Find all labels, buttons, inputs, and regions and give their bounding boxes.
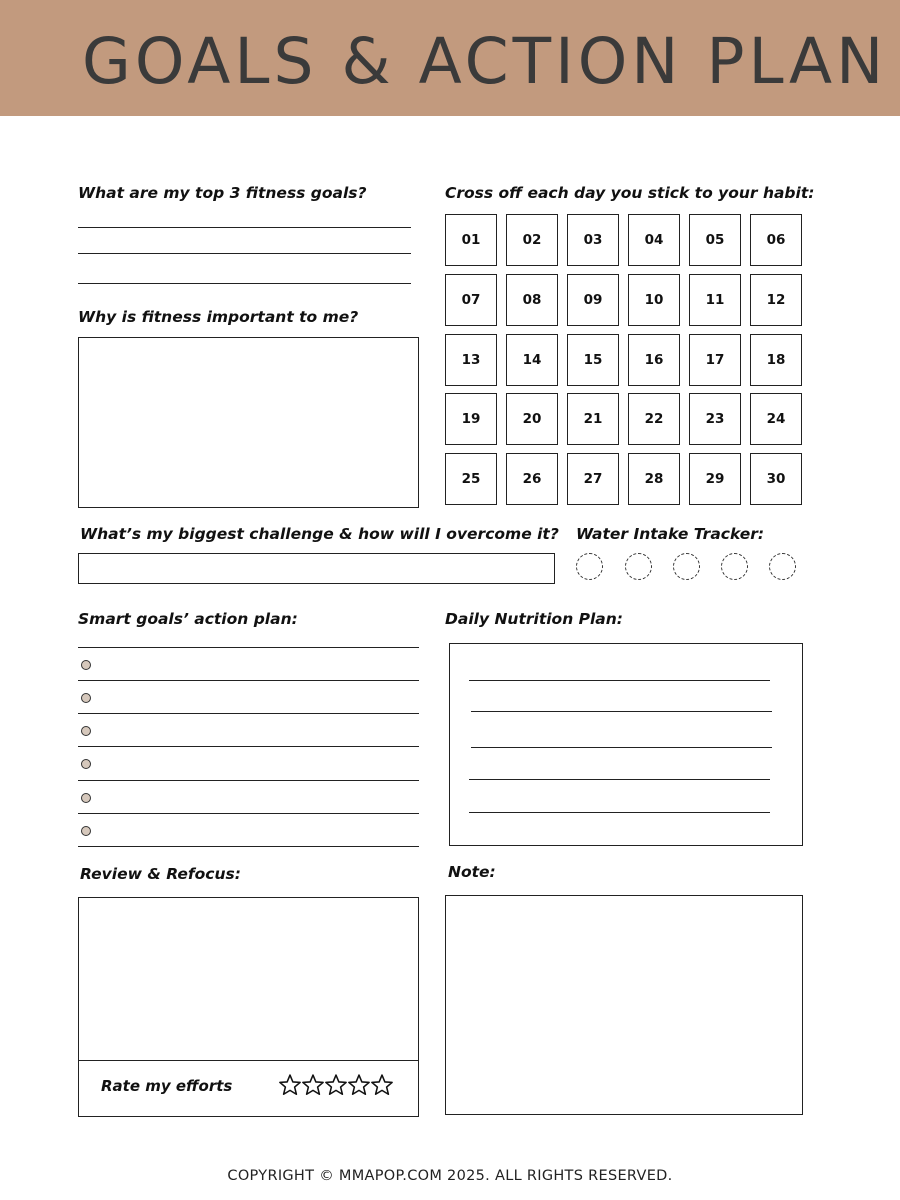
smart-goal-item[interactable] — [78, 649, 419, 679]
habit-tracker-label: Cross off each day you stick to your habit: — [445, 184, 815, 202]
habit-day-box[interactable]: 28 — [628, 453, 680, 505]
water-circle[interactable] — [576, 553, 603, 580]
water-circle[interactable] — [721, 553, 748, 580]
bullet-dot-icon — [81, 826, 91, 836]
review-divider — [78, 1060, 419, 1061]
habit-day-box[interactable]: 29 — [689, 453, 741, 505]
nutrition-line[interactable] — [471, 747, 772, 748]
smart-goal-line — [78, 647, 419, 648]
goal-line[interactable] — [78, 227, 411, 228]
smart-goal-item[interactable] — [78, 815, 419, 845]
habit-day-box[interactable]: 04 — [628, 214, 680, 266]
habit-day-box[interactable]: 25 — [445, 453, 497, 505]
water-circle[interactable] — [769, 553, 796, 580]
habit-day-box[interactable]: 01 — [445, 214, 497, 266]
bullet-dot-icon — [81, 793, 91, 803]
challenge-label: What’s my biggest challenge & how will I overcome it? — [80, 525, 559, 543]
habit-day-box[interactable]: 15 — [567, 334, 619, 386]
habit-day-box[interactable]: 07 — [445, 274, 497, 326]
habit-day-box[interactable]: 18 — [750, 334, 802, 386]
smart-goal-line — [78, 846, 419, 847]
habit-day-box[interactable]: 22 — [628, 393, 680, 445]
smart-goal-item[interactable] — [78, 715, 419, 745]
smart-goal-item[interactable] — [78, 682, 419, 712]
goal-line[interactable] — [78, 253, 411, 254]
habit-day-box[interactable]: 06 — [750, 214, 802, 266]
page-title: GOALS & ACTION PLAN — [82, 25, 888, 98]
nutrition-line[interactable] — [469, 812, 770, 813]
rate-efforts-label: Rate my efforts — [101, 1077, 233, 1095]
nutrition-line[interactable] — [471, 711, 772, 712]
habit-day-box[interactable]: 05 — [689, 214, 741, 266]
habit-day-box[interactable]: 02 — [506, 214, 558, 266]
why-fitness-box[interactable] — [78, 337, 419, 508]
smart-goals-label: Smart goals’ action plan: — [78, 610, 298, 628]
habit-day-box[interactable]: 23 — [689, 393, 741, 445]
habit-day-box[interactable]: 14 — [506, 334, 558, 386]
habit-day-box[interactable]: 03 — [567, 214, 619, 266]
copyright-footer: COPYRIGHT © MMAPOP.COM 2025. ALL RIGHTS RESERVED. — [227, 1168, 673, 1184]
habit-day-box[interactable]: 24 — [750, 393, 802, 445]
habit-day-box[interactable]: 09 — [567, 274, 619, 326]
star-icon[interactable] — [279, 1074, 301, 1096]
bullet-dot-icon — [81, 759, 91, 769]
water-circle[interactable] — [625, 553, 652, 580]
top-goals-label: What are my top 3 fitness goals? — [78, 184, 367, 202]
bullet-dot-icon — [81, 660, 91, 670]
nutrition-line[interactable] — [469, 680, 770, 681]
goal-line[interactable] — [78, 283, 411, 284]
habit-day-box[interactable]: 26 — [506, 453, 558, 505]
nutrition-line[interactable] — [469, 779, 770, 780]
note-box[interactable] — [445, 895, 803, 1115]
habit-day-box[interactable]: 10 — [628, 274, 680, 326]
smart-goal-line — [78, 746, 419, 747]
habit-day-box[interactable]: 30 — [750, 453, 802, 505]
star-icon[interactable] — [325, 1074, 347, 1096]
nutrition-box[interactable] — [449, 643, 803, 846]
habit-day-box[interactable]: 20 — [506, 393, 558, 445]
smart-goal-line — [78, 780, 419, 781]
smart-goal-line — [78, 713, 419, 714]
habit-day-box[interactable]: 17 — [689, 334, 741, 386]
habit-day-box[interactable]: 08 — [506, 274, 558, 326]
nutrition-label: Daily Nutrition Plan: — [445, 610, 623, 628]
bullet-dot-icon — [81, 726, 91, 736]
why-fitness-label: Why is fitness important to me? — [78, 308, 359, 326]
habit-day-box[interactable]: 21 — [567, 393, 619, 445]
star-icon[interactable] — [302, 1074, 324, 1096]
habit-day-box[interactable]: 13 — [445, 334, 497, 386]
bullet-dot-icon — [81, 693, 91, 703]
smart-goal-item[interactable] — [78, 748, 419, 779]
star-icon[interactable] — [371, 1074, 393, 1096]
habit-day-box[interactable]: 19 — [445, 393, 497, 445]
review-label: Review & Refocus: — [80, 865, 241, 883]
habit-day-box[interactable]: 12 — [750, 274, 802, 326]
smart-goal-item[interactable] — [78, 782, 419, 812]
challenge-input[interactable] — [78, 553, 555, 584]
smart-goal-line — [78, 680, 419, 681]
note-label: Note: — [448, 863, 496, 881]
star-icon[interactable] — [348, 1074, 370, 1096]
habit-day-box[interactable]: 27 — [567, 453, 619, 505]
habit-day-box[interactable]: 11 — [689, 274, 741, 326]
water-circle[interactable] — [673, 553, 700, 580]
water-tracker-label: Water Intake Tracker: — [576, 525, 765, 543]
habit-day-box[interactable]: 16 — [628, 334, 680, 386]
smart-goal-line — [78, 813, 419, 814]
